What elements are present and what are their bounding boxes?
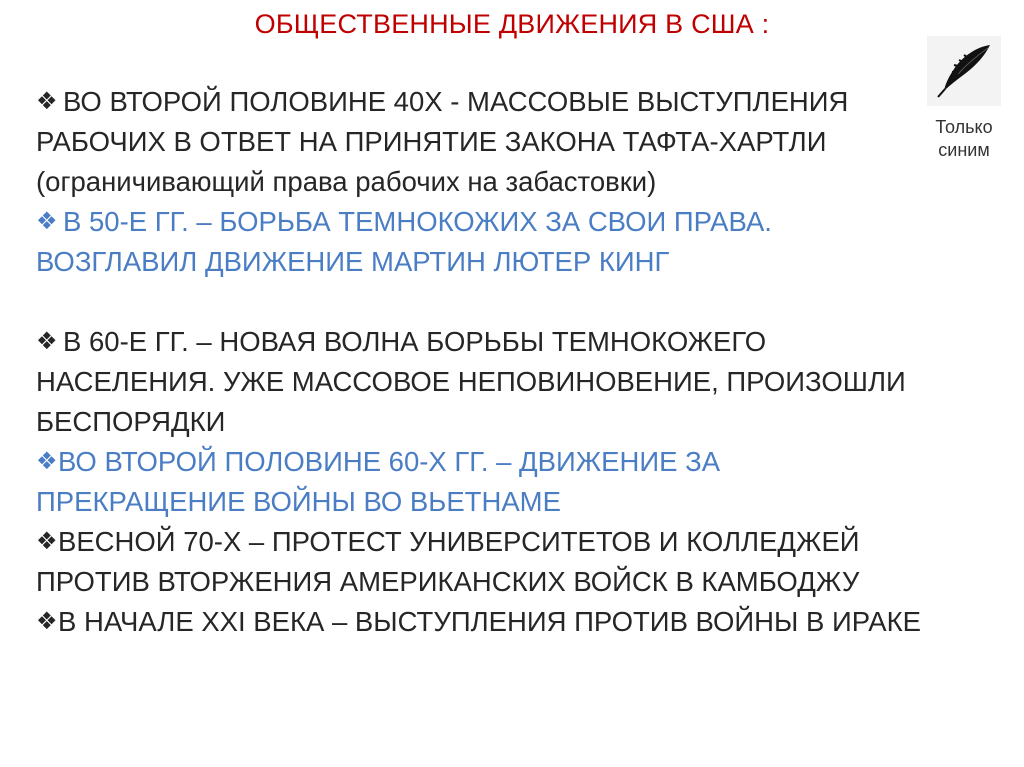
bullet-line: ПРЕКРАЩЕНИЕ ВОЙНЫ ВО ВЬЕТНАМЕ	[36, 486, 561, 517]
bullet-item-vietnam-protest	[36, 442, 936, 522]
diamond-bullet-icon: ❖	[36, 328, 58, 355]
bullet-line: ВОЗГЛАВИЛ ДВИЖЕНИЕ МАРТИН ЛЮТЕР КИНГ	[36, 246, 670, 277]
slide-title: ОБЩЕСТВЕННЫЕ ДВИЖЕНИЯ В США :	[254, 9, 770, 39]
bullet-text: ВО ВТОРОЙ ПОЛОВИНЕ 60-Х ГГ. – ДВИЖЕНИЕ ЗА	[58, 446, 721, 477]
bullet-line	[36, 442, 936, 482]
side-note-line: Только	[935, 117, 993, 137]
bullet-line	[36, 202, 936, 242]
feather-quill-icon	[927, 36, 1001, 106]
spacer	[36, 282, 936, 322]
bullet-line	[36, 322, 936, 362]
bullet-line: (ограничивающий права рабочих на забастовки)	[36, 166, 657, 197]
bullet-line: РАБОЧИХ В ОТВЕТ НА ПРИНЯТИЕ ЗАКОНА ТАФТА-ХАРТЛИ	[36, 126, 827, 157]
diamond-bullet-icon: ❖	[36, 448, 58, 475]
bullet-item-60s-civil-rights	[36, 322, 936, 442]
diamond-bullet-icon: ❖	[36, 208, 58, 235]
bullet-text: ВЕСНОЙ 70-Х – ПРОТЕСТ УНИВЕРСИТЕТОВ И КОЛЛЕДЖЕЙ	[58, 526, 860, 557]
bullet-line: НАСЕЛЕНИЯ. УЖЕ МАССОВОЕ НЕПОВИНОВЕНИЕ, ПРОИЗОШЛИ	[36, 366, 906, 397]
diamond-bullet-icon: ❖	[36, 528, 58, 555]
bullet-line	[36, 602, 936, 642]
side-note-text	[922, 116, 1006, 162]
bullet-text: В НАЧАЛЕ XXI ВЕКА – ВЫСТУПЛЕНИЯ ПРОТИВ ВОЙНЫ В ИРАКЕ	[58, 606, 921, 637]
bullet-line	[36, 82, 936, 122]
bullet-line: БЕСПОРЯДКИ	[36, 406, 226, 437]
side-note-panel	[922, 36, 1006, 162]
diamond-bullet-icon: ❖	[36, 88, 58, 115]
diamond-bullet-icon: ❖	[36, 608, 58, 635]
bullet-text: В 60-Е ГГ. – НОВАЯ ВОЛНА БОРЬБЫ ТЕМНОКОЖЕГО	[63, 326, 767, 357]
bullet-text: В 50-Е ГГ. – БОРЬБА ТЕМНОКОЖИХ ЗА СВОИ ПРАВА.	[63, 206, 772, 237]
slide-content	[36, 82, 936, 642]
side-note-line: синим	[938, 140, 990, 160]
bullet-item-21c-iraq	[36, 602, 936, 642]
bullet-line: ПРОТИВ ВТОРЖЕНИЯ АМЕРИКАНСКИХ ВОЙСК В КАМБОДЖУ	[36, 566, 860, 597]
bullet-line	[36, 522, 936, 562]
bullet-item-40s-labor	[36, 82, 936, 202]
bullet-item-70s-cambodia	[36, 522, 936, 602]
bullet-text: ВО ВТОРОЙ ПОЛОВИНЕ 40Х - МАССОВЫЕ ВЫСТУПЛЕНИЯ	[63, 86, 849, 117]
bullet-item-50s-civil-rights	[36, 202, 936, 282]
